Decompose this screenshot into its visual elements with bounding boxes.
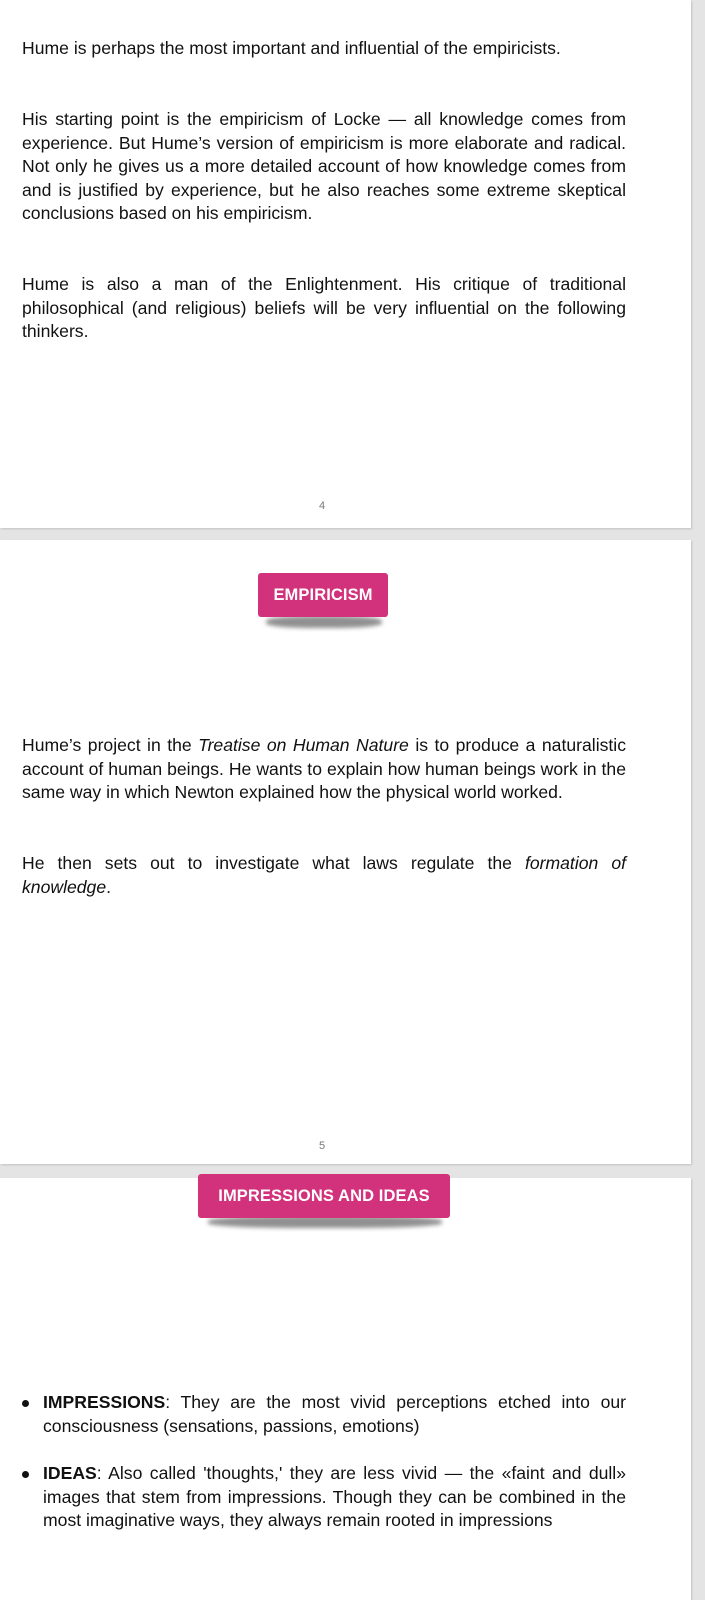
treatise-title: Treatise on Human Nature <box>198 735 409 755</box>
paragraph-locke: His starting point is the empiricism of Locke — all knowledge comes from experience. But Hume’s version of empiricism is more elaborate and radical. Not only he gives us a more detailed account of how knowledge comes from and is justified by experience, but he also reaches some extreme skeptical conclusions based on his empiricism. <box>22 109 626 224</box>
formation-of-knowledge: formation of knowledge <box>22 853 626 897</box>
page-4 <box>0 0 691 528</box>
page-6 <box>0 1178 691 1600</box>
bullet-item-ideas <box>20 1462 626 1533</box>
bullet-item-impressions <box>20 1391 626 1438</box>
badge-shadow <box>266 616 382 628</box>
paragraph-intro: Hume is perhaps the most important and influential of the empiricists. <box>22 38 561 58</box>
paragraph-enlightenment: Hume is also a man of the Enlightenment. His critique of traditional philosophical (and religious) beliefs will be very influential on the following thinkers. <box>22 274 626 342</box>
paragraph-project: Hume’s project in the Treatise on Human Nature is to produce a naturalistic account of human beings. He wants to explain how human beings work in the same way in which Newton explained how the physical world worked. <box>22 735 626 803</box>
bullet-dot-icon <box>22 1471 29 1478</box>
section-badge-empiricism: EMPIRICISM <box>258 573 388 617</box>
bullet-dot-icon <box>22 1400 29 1407</box>
definition-ideas: : Also called 'thoughts,' they are less vivid — the «faint and dull» images that stem from impressions. Though they can be combined in the most imaginative ways, they always remain rooted in impressions <box>43 1463 626 1531</box>
definition-impressions: : They are the most vivid perceptions etched into our consciousness (sensations, passions, emotions) <box>43 1392 626 1436</box>
term-impressions: IMPRESSIONS <box>43 1392 166 1412</box>
bullet-list <box>20 1391 626 1533</box>
section-badge-impressions-ideas: IMPRESSIONS AND IDEAS <box>198 1174 450 1218</box>
paragraph-laws: He then sets out to investigate what laws regulate the formation of knowledge. <box>22 853 626 897</box>
term-ideas: IDEAS <box>43 1463 97 1484</box>
page-number: 4 <box>318 500 326 512</box>
page-5 <box>0 540 691 1164</box>
page-number: 5 <box>318 1140 326 1152</box>
